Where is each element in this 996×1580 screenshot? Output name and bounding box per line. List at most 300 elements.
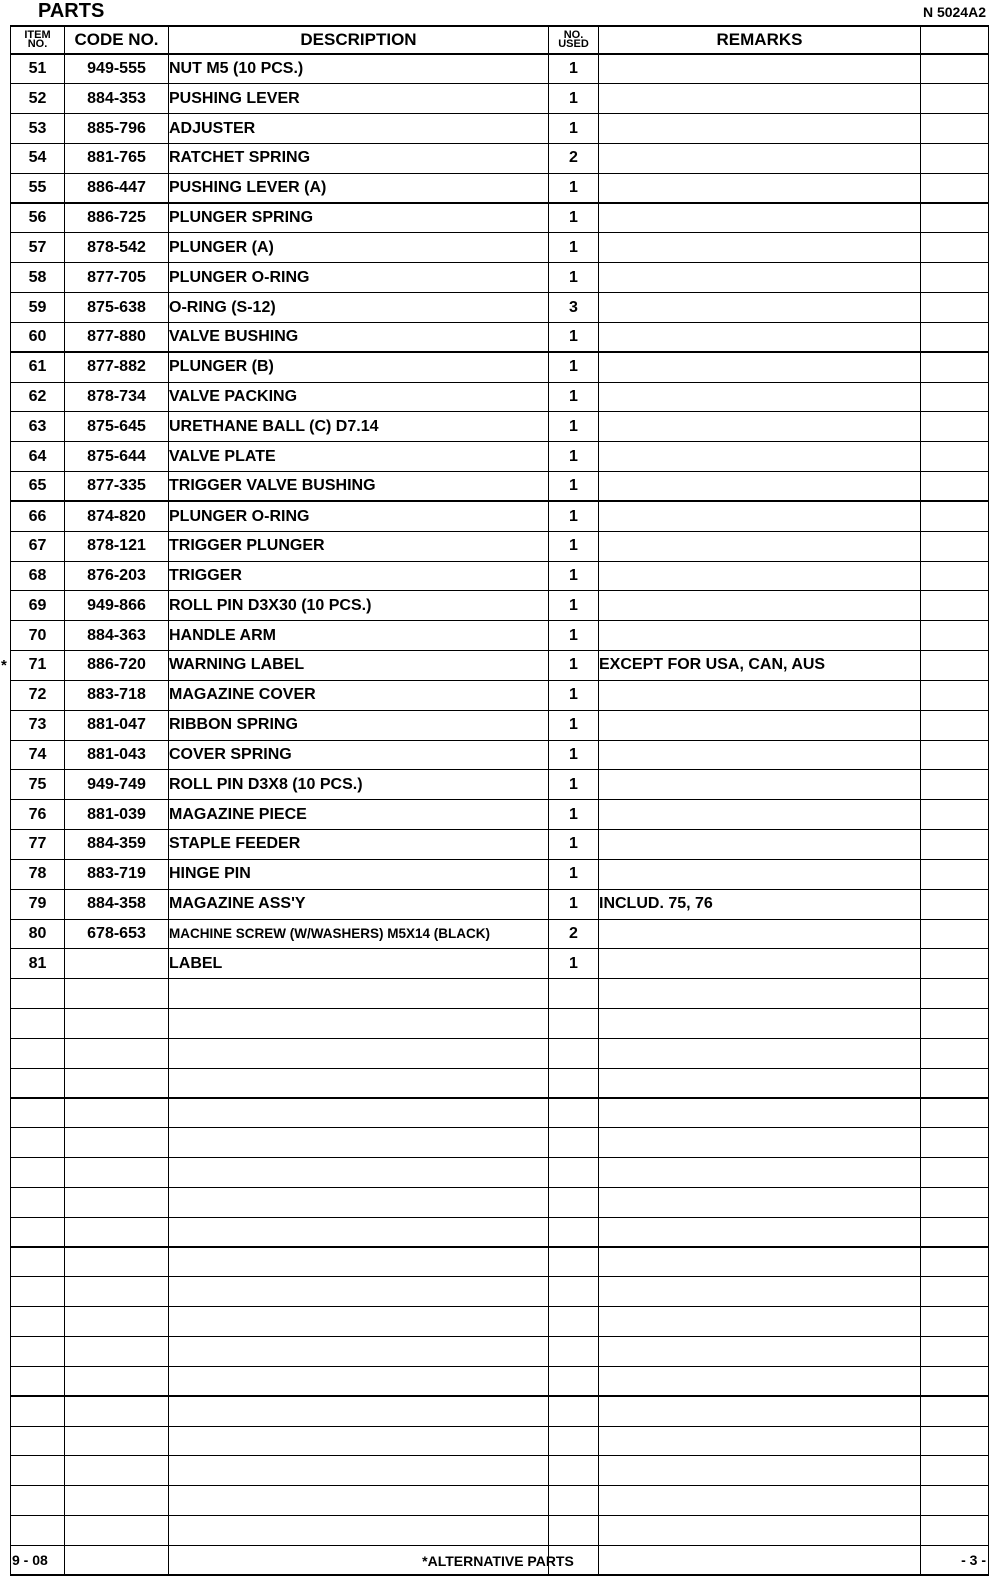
code-no-cell: 881-039 bbox=[65, 800, 169, 830]
table-row bbox=[11, 830, 989, 860]
code-no-cell: 881-043 bbox=[65, 740, 169, 770]
item-no-cell: 81 bbox=[11, 949, 65, 979]
code-no-cell: 877-882 bbox=[65, 352, 169, 382]
code-no-cell: 678-653 bbox=[65, 919, 169, 949]
code-no-cell: 875-644 bbox=[65, 442, 169, 472]
alternative-part-mark: * bbox=[1, 657, 7, 675]
header-remarks: REMARKS bbox=[599, 26, 921, 54]
qty-cell bbox=[549, 1128, 599, 1158]
table-row bbox=[11, 591, 989, 621]
item-no-cell bbox=[11, 1217, 65, 1247]
extra-cell bbox=[921, 680, 989, 710]
code-no-cell bbox=[65, 1098, 169, 1128]
code-no-cell bbox=[65, 1426, 169, 1456]
table-row bbox=[11, 859, 989, 889]
code-no-cell bbox=[65, 1009, 169, 1039]
table-row bbox=[11, 710, 989, 740]
description-cell: NUT M5 (10 PCS.) bbox=[169, 54, 549, 84]
code-no-cell: 883-718 bbox=[65, 680, 169, 710]
qty-cell bbox=[549, 979, 599, 1009]
table-row bbox=[11, 949, 989, 979]
remarks-cell bbox=[599, 54, 921, 84]
table-header-row bbox=[11, 26, 989, 54]
extra-cell bbox=[921, 143, 989, 173]
document-number: N 5024A2 bbox=[922, 4, 986, 20]
remarks-cell bbox=[599, 84, 921, 114]
code-no-cell bbox=[65, 1516, 169, 1546]
remarks-cell bbox=[599, 114, 921, 144]
description-cell bbox=[169, 1366, 549, 1396]
item-no-cell bbox=[11, 1128, 65, 1158]
description-cell bbox=[169, 1456, 549, 1486]
description-cell: RATCHET SPRING bbox=[169, 143, 549, 173]
table-row bbox=[11, 472, 989, 502]
code-no-cell bbox=[65, 1396, 169, 1426]
description-cell: PLUNGER O-RING bbox=[169, 501, 549, 531]
extra-cell bbox=[921, 1307, 989, 1337]
table-row bbox=[11, 1068, 989, 1098]
remarks-cell bbox=[599, 1009, 921, 1039]
extra-cell bbox=[921, 412, 989, 442]
code-no-cell: 885-796 bbox=[65, 114, 169, 144]
code-no-cell: 949-555 bbox=[65, 54, 169, 84]
table-row bbox=[11, 322, 989, 352]
description-cell: ROLL PIN D3X8 (10 PCS.) bbox=[169, 770, 549, 800]
qty-cell bbox=[549, 1009, 599, 1039]
extra-cell bbox=[921, 561, 989, 591]
code-no-cell: 875-638 bbox=[65, 293, 169, 323]
header-code-no: CODE NO. bbox=[65, 26, 169, 54]
code-no-cell bbox=[65, 979, 169, 1009]
remarks-cell bbox=[599, 1247, 921, 1277]
item-no-cell: 69 bbox=[11, 591, 65, 621]
extra-cell bbox=[921, 651, 989, 681]
item-no-cell bbox=[11, 1426, 65, 1456]
extra-cell bbox=[921, 800, 989, 830]
description-cell bbox=[169, 1068, 549, 1098]
item-no-cell: 65 bbox=[11, 472, 65, 502]
item-no-cell bbox=[11, 979, 65, 1009]
extra-cell bbox=[921, 1516, 989, 1546]
code-no-cell bbox=[65, 949, 169, 979]
remarks-cell bbox=[599, 621, 921, 651]
parts-table bbox=[1, 25, 989, 1576]
code-no-cell: 877-705 bbox=[65, 263, 169, 293]
extra-cell bbox=[921, 501, 989, 531]
item-no-cell: 60 bbox=[11, 322, 65, 352]
qty-cell: 1 bbox=[549, 710, 599, 740]
table-row bbox=[11, 800, 989, 830]
description-cell: MAGAZINE COVER bbox=[169, 680, 549, 710]
qty-cell bbox=[549, 1366, 599, 1396]
table-row bbox=[11, 531, 989, 561]
table-row bbox=[11, 1516, 989, 1546]
code-no-cell bbox=[65, 1486, 169, 1516]
item-no-cell bbox=[11, 1366, 65, 1396]
item-no-cell bbox=[11, 1307, 65, 1337]
table-row bbox=[11, 143, 989, 173]
item-no-cell: 79 bbox=[11, 889, 65, 919]
description-cell: PLUNGER (A) bbox=[169, 233, 549, 263]
remarks-cell bbox=[599, 979, 921, 1009]
code-no-cell: 874-820 bbox=[65, 501, 169, 531]
item-no-cell: 61 bbox=[11, 352, 65, 382]
item-no-cell bbox=[11, 1068, 65, 1098]
table-row bbox=[11, 621, 989, 651]
remarks-cell bbox=[599, 1307, 921, 1337]
qty-cell bbox=[549, 1098, 599, 1128]
table-row bbox=[11, 1366, 989, 1396]
remarks-cell bbox=[599, 322, 921, 352]
qty-cell: 1 bbox=[549, 233, 599, 263]
qty-cell bbox=[549, 1456, 599, 1486]
table-row bbox=[11, 651, 989, 681]
item-no-cell: 58 bbox=[11, 263, 65, 293]
remarks-cell bbox=[599, 1516, 921, 1546]
description-cell bbox=[169, 1128, 549, 1158]
qty-cell: 1 bbox=[549, 531, 599, 561]
qty-cell: 1 bbox=[549, 352, 599, 382]
header-description: DESCRIPTION bbox=[169, 26, 549, 54]
remarks-cell bbox=[599, 1396, 921, 1426]
code-no-cell: 878-734 bbox=[65, 382, 169, 412]
extra-cell bbox=[921, 1247, 989, 1277]
table-row bbox=[11, 233, 989, 263]
item-no-cell: 67 bbox=[11, 531, 65, 561]
item-no-cell: 75 bbox=[11, 770, 65, 800]
description-cell: VALVE PLATE bbox=[169, 442, 549, 472]
item-no-cell: 73 bbox=[11, 710, 65, 740]
qty-cell: 1 bbox=[549, 173, 599, 203]
item-no-cell bbox=[11, 1486, 65, 1516]
qty-cell: 1 bbox=[549, 859, 599, 889]
remarks-cell bbox=[599, 591, 921, 621]
table-row bbox=[11, 1486, 989, 1516]
remarks-cell bbox=[599, 233, 921, 263]
description-cell bbox=[169, 1277, 549, 1307]
extra-cell bbox=[921, 84, 989, 114]
description-cell: URETHANE BALL (C) D7.14 bbox=[169, 412, 549, 442]
item-no-cell bbox=[11, 1277, 65, 1307]
extra-cell bbox=[921, 173, 989, 203]
qty-cell bbox=[549, 1068, 599, 1098]
remarks-cell bbox=[599, 1426, 921, 1456]
remarks-cell bbox=[599, 293, 921, 323]
remarks-cell bbox=[599, 1486, 921, 1516]
item-no-cell: 62 bbox=[11, 382, 65, 412]
remarks-cell bbox=[599, 1098, 921, 1128]
code-no-cell: 878-121 bbox=[65, 531, 169, 561]
qty-cell: 2 bbox=[549, 919, 599, 949]
item-no-cell: 53 bbox=[11, 114, 65, 144]
code-no-cell bbox=[65, 1337, 169, 1367]
code-no-cell: 884-363 bbox=[65, 621, 169, 651]
remarks-cell bbox=[599, 1187, 921, 1217]
item-no-cell: 57 bbox=[11, 233, 65, 263]
code-no-cell: 877-335 bbox=[65, 472, 169, 502]
extra-cell bbox=[921, 591, 989, 621]
qty-cell bbox=[549, 1426, 599, 1456]
extra-cell bbox=[921, 710, 989, 740]
table-row bbox=[11, 1456, 989, 1486]
item-no-cell: 80 bbox=[11, 919, 65, 949]
qty-cell bbox=[549, 1158, 599, 1188]
code-no-cell bbox=[65, 1366, 169, 1396]
qty-cell: 1 bbox=[549, 770, 599, 800]
extra-cell bbox=[921, 740, 989, 770]
item-no-cell: 74 bbox=[11, 740, 65, 770]
table-row bbox=[11, 1187, 989, 1217]
extra-cell bbox=[921, 531, 989, 561]
remarks-cell bbox=[599, 501, 921, 531]
code-no-cell: 881-047 bbox=[65, 710, 169, 740]
table-row bbox=[11, 889, 989, 919]
description-cell: ROLL PIN D3X30 (10 PCS.) bbox=[169, 591, 549, 621]
qty-cell bbox=[549, 1396, 599, 1426]
extra-cell bbox=[921, 1396, 989, 1426]
item-no-cell bbox=[11, 1009, 65, 1039]
table-row bbox=[11, 501, 989, 531]
extra-cell bbox=[921, 1277, 989, 1307]
remarks-cell bbox=[599, 1038, 921, 1068]
description-cell bbox=[169, 1158, 549, 1188]
code-no-cell bbox=[65, 1128, 169, 1158]
remarks-cell bbox=[599, 352, 921, 382]
header-no-used: NO. USED bbox=[549, 26, 599, 54]
qty-cell: 1 bbox=[549, 472, 599, 502]
table-row bbox=[11, 442, 989, 472]
item-no-cell: 70 bbox=[11, 621, 65, 651]
extra-cell bbox=[921, 889, 989, 919]
qty-cell bbox=[549, 1337, 599, 1367]
extra-cell bbox=[921, 54, 989, 84]
header-item-no: ITEM NO. bbox=[11, 26, 65, 54]
item-no-cell: 66 bbox=[11, 501, 65, 531]
header-extra bbox=[921, 26, 989, 54]
table-row bbox=[11, 1337, 989, 1367]
description-cell: PLUNGER SPRING bbox=[169, 203, 549, 233]
table-row bbox=[11, 979, 989, 1009]
item-no-cell: 54 bbox=[11, 143, 65, 173]
code-no-cell: 881-765 bbox=[65, 143, 169, 173]
code-no-cell bbox=[65, 1456, 169, 1486]
item-no-cell bbox=[11, 1038, 65, 1068]
code-no-cell: 949-749 bbox=[65, 770, 169, 800]
description-cell: PLUNGER (B) bbox=[169, 352, 549, 382]
item-no-cell bbox=[11, 1187, 65, 1217]
item-no-cell: 78 bbox=[11, 859, 65, 889]
extra-cell bbox=[921, 949, 989, 979]
table-row bbox=[11, 1128, 989, 1158]
remarks-cell bbox=[599, 800, 921, 830]
remarks-cell bbox=[599, 1068, 921, 1098]
description-cell bbox=[169, 1426, 549, 1456]
qty-cell: 1 bbox=[549, 800, 599, 830]
qty-cell bbox=[549, 1277, 599, 1307]
extra-cell bbox=[921, 1068, 989, 1098]
description-cell: ADJUSTER bbox=[169, 114, 549, 144]
code-no-cell: 884-358 bbox=[65, 889, 169, 919]
extra-cell bbox=[921, 1426, 989, 1456]
remarks-cell bbox=[599, 412, 921, 442]
description-cell: VALVE BUSHING bbox=[169, 322, 549, 352]
remarks-cell bbox=[599, 1277, 921, 1307]
table-row bbox=[11, 382, 989, 412]
table-row bbox=[11, 1038, 989, 1068]
table-row bbox=[11, 54, 989, 84]
extra-cell bbox=[921, 1366, 989, 1396]
table-row bbox=[11, 173, 989, 203]
extra-cell bbox=[921, 621, 989, 651]
item-no-cell: 68 bbox=[11, 561, 65, 591]
qty-cell: 1 bbox=[549, 382, 599, 412]
description-cell: TRIGGER bbox=[169, 561, 549, 591]
description-cell: COVER SPRING bbox=[169, 740, 549, 770]
extra-cell bbox=[921, 1486, 989, 1516]
qty-cell: 1 bbox=[549, 740, 599, 770]
table-row bbox=[11, 1307, 989, 1337]
description-cell bbox=[169, 1337, 549, 1367]
remarks-cell bbox=[599, 263, 921, 293]
parts-table-body bbox=[1, 54, 989, 1575]
description-cell: RIBBON SPRING bbox=[169, 710, 549, 740]
item-no-cell: 56 bbox=[11, 203, 65, 233]
extra-cell bbox=[921, 1098, 989, 1128]
table-row bbox=[11, 1098, 989, 1128]
remarks-cell bbox=[599, 382, 921, 412]
qty-cell: 2 bbox=[549, 143, 599, 173]
item-no-cell: 55 bbox=[11, 173, 65, 203]
qty-cell bbox=[549, 1516, 599, 1546]
description-cell: MACHINE SCREW (W/WASHERS) M5X14 (BLACK) bbox=[169, 919, 549, 949]
qty-cell: 1 bbox=[549, 442, 599, 472]
description-cell bbox=[169, 1009, 549, 1039]
qty-cell: 1 bbox=[549, 591, 599, 621]
extra-cell bbox=[921, 1456, 989, 1486]
qty-cell: 1 bbox=[549, 621, 599, 651]
item-no-cell bbox=[11, 1456, 65, 1486]
remarks-cell bbox=[599, 173, 921, 203]
footer-date: 9 - 08 bbox=[12, 1552, 48, 1568]
remarks-cell bbox=[599, 949, 921, 979]
footer-note: *ALTERNATIVE PARTS bbox=[422, 1553, 574, 1569]
table-row bbox=[11, 1426, 989, 1456]
code-no-cell bbox=[65, 1217, 169, 1247]
remarks-cell bbox=[599, 531, 921, 561]
description-cell: LABEL bbox=[169, 949, 549, 979]
qty-cell: 1 bbox=[549, 84, 599, 114]
description-cell bbox=[169, 979, 549, 1009]
table-row bbox=[11, 263, 989, 293]
item-no-cell: 52 bbox=[11, 84, 65, 114]
table-row bbox=[11, 412, 989, 442]
code-no-cell: 878-542 bbox=[65, 233, 169, 263]
description-cell bbox=[169, 1486, 549, 1516]
remarks-cell: EXCEPT FOR USA, CAN, AUS bbox=[599, 651, 921, 681]
extra-cell bbox=[921, 1038, 989, 1068]
description-cell: TRIGGER VALVE BUSHING bbox=[169, 472, 549, 502]
item-no-cell bbox=[11, 1396, 65, 1426]
description-cell: PUSHING LEVER (A) bbox=[169, 173, 549, 203]
description-cell bbox=[169, 1396, 549, 1426]
qty-cell: 1 bbox=[549, 889, 599, 919]
item-no-cell bbox=[11, 1337, 65, 1367]
table-row bbox=[11, 1277, 989, 1307]
code-no-cell: 886-725 bbox=[65, 203, 169, 233]
extra-cell bbox=[921, 233, 989, 263]
qty-cell bbox=[549, 1307, 599, 1337]
qty-cell bbox=[549, 1217, 599, 1247]
code-no-cell: 875-645 bbox=[65, 412, 169, 442]
code-no-cell: 886-447 bbox=[65, 173, 169, 203]
table-row bbox=[11, 1217, 989, 1247]
extra-cell bbox=[921, 203, 989, 233]
item-no-cell: 51 bbox=[11, 54, 65, 84]
remarks-cell bbox=[599, 710, 921, 740]
table-row bbox=[11, 1009, 989, 1039]
description-cell: HANDLE ARM bbox=[169, 621, 549, 651]
table-row bbox=[11, 561, 989, 591]
extra-cell bbox=[921, 382, 989, 412]
description-cell: TRIGGER PLUNGER bbox=[169, 531, 549, 561]
description-cell bbox=[169, 1516, 549, 1546]
code-no-cell bbox=[65, 1307, 169, 1337]
item-no-cell bbox=[11, 1158, 65, 1188]
description-cell: MAGAZINE PIECE bbox=[169, 800, 549, 830]
page-title: PARTS bbox=[38, 0, 105, 22]
table-row bbox=[11, 203, 989, 233]
remarks-cell bbox=[599, 143, 921, 173]
qty-cell: 3 bbox=[549, 293, 599, 323]
qty-cell: 1 bbox=[549, 651, 599, 681]
description-cell: VALVE PACKING bbox=[169, 382, 549, 412]
table-row bbox=[11, 352, 989, 382]
item-no-cell bbox=[11, 1516, 65, 1546]
extra-cell bbox=[921, 1187, 989, 1217]
description-cell bbox=[169, 1187, 549, 1217]
item-no-cell: 59 bbox=[11, 293, 65, 323]
qty-cell: 1 bbox=[549, 54, 599, 84]
code-no-cell bbox=[65, 1247, 169, 1277]
extra-cell bbox=[921, 919, 989, 949]
code-no-cell: 884-359 bbox=[65, 830, 169, 860]
extra-cell bbox=[921, 859, 989, 889]
table-row bbox=[11, 770, 989, 800]
qty-cell: 1 bbox=[549, 322, 599, 352]
code-no-cell: 876-203 bbox=[65, 561, 169, 591]
remarks-cell bbox=[599, 442, 921, 472]
extra-cell bbox=[921, 322, 989, 352]
description-cell: STAPLE FEEDER bbox=[169, 830, 549, 860]
extra-cell bbox=[921, 830, 989, 860]
qty-cell: 1 bbox=[549, 412, 599, 442]
remarks-cell bbox=[599, 561, 921, 591]
table-row bbox=[11, 114, 989, 144]
remarks-cell bbox=[599, 1158, 921, 1188]
description-cell: MAGAZINE ASS'Y bbox=[169, 889, 549, 919]
qty-cell bbox=[549, 1038, 599, 1068]
remarks-cell bbox=[599, 770, 921, 800]
item-no-cell: * 71 bbox=[11, 651, 65, 681]
qty-cell bbox=[549, 1247, 599, 1277]
extra-cell bbox=[921, 1158, 989, 1188]
item-no-cell bbox=[11, 1098, 65, 1128]
table-row bbox=[11, 680, 989, 710]
description-cell: WARNING LABEL bbox=[169, 651, 549, 681]
table-row bbox=[11, 919, 989, 949]
code-no-cell: 877-880 bbox=[65, 322, 169, 352]
description-cell bbox=[169, 1247, 549, 1277]
